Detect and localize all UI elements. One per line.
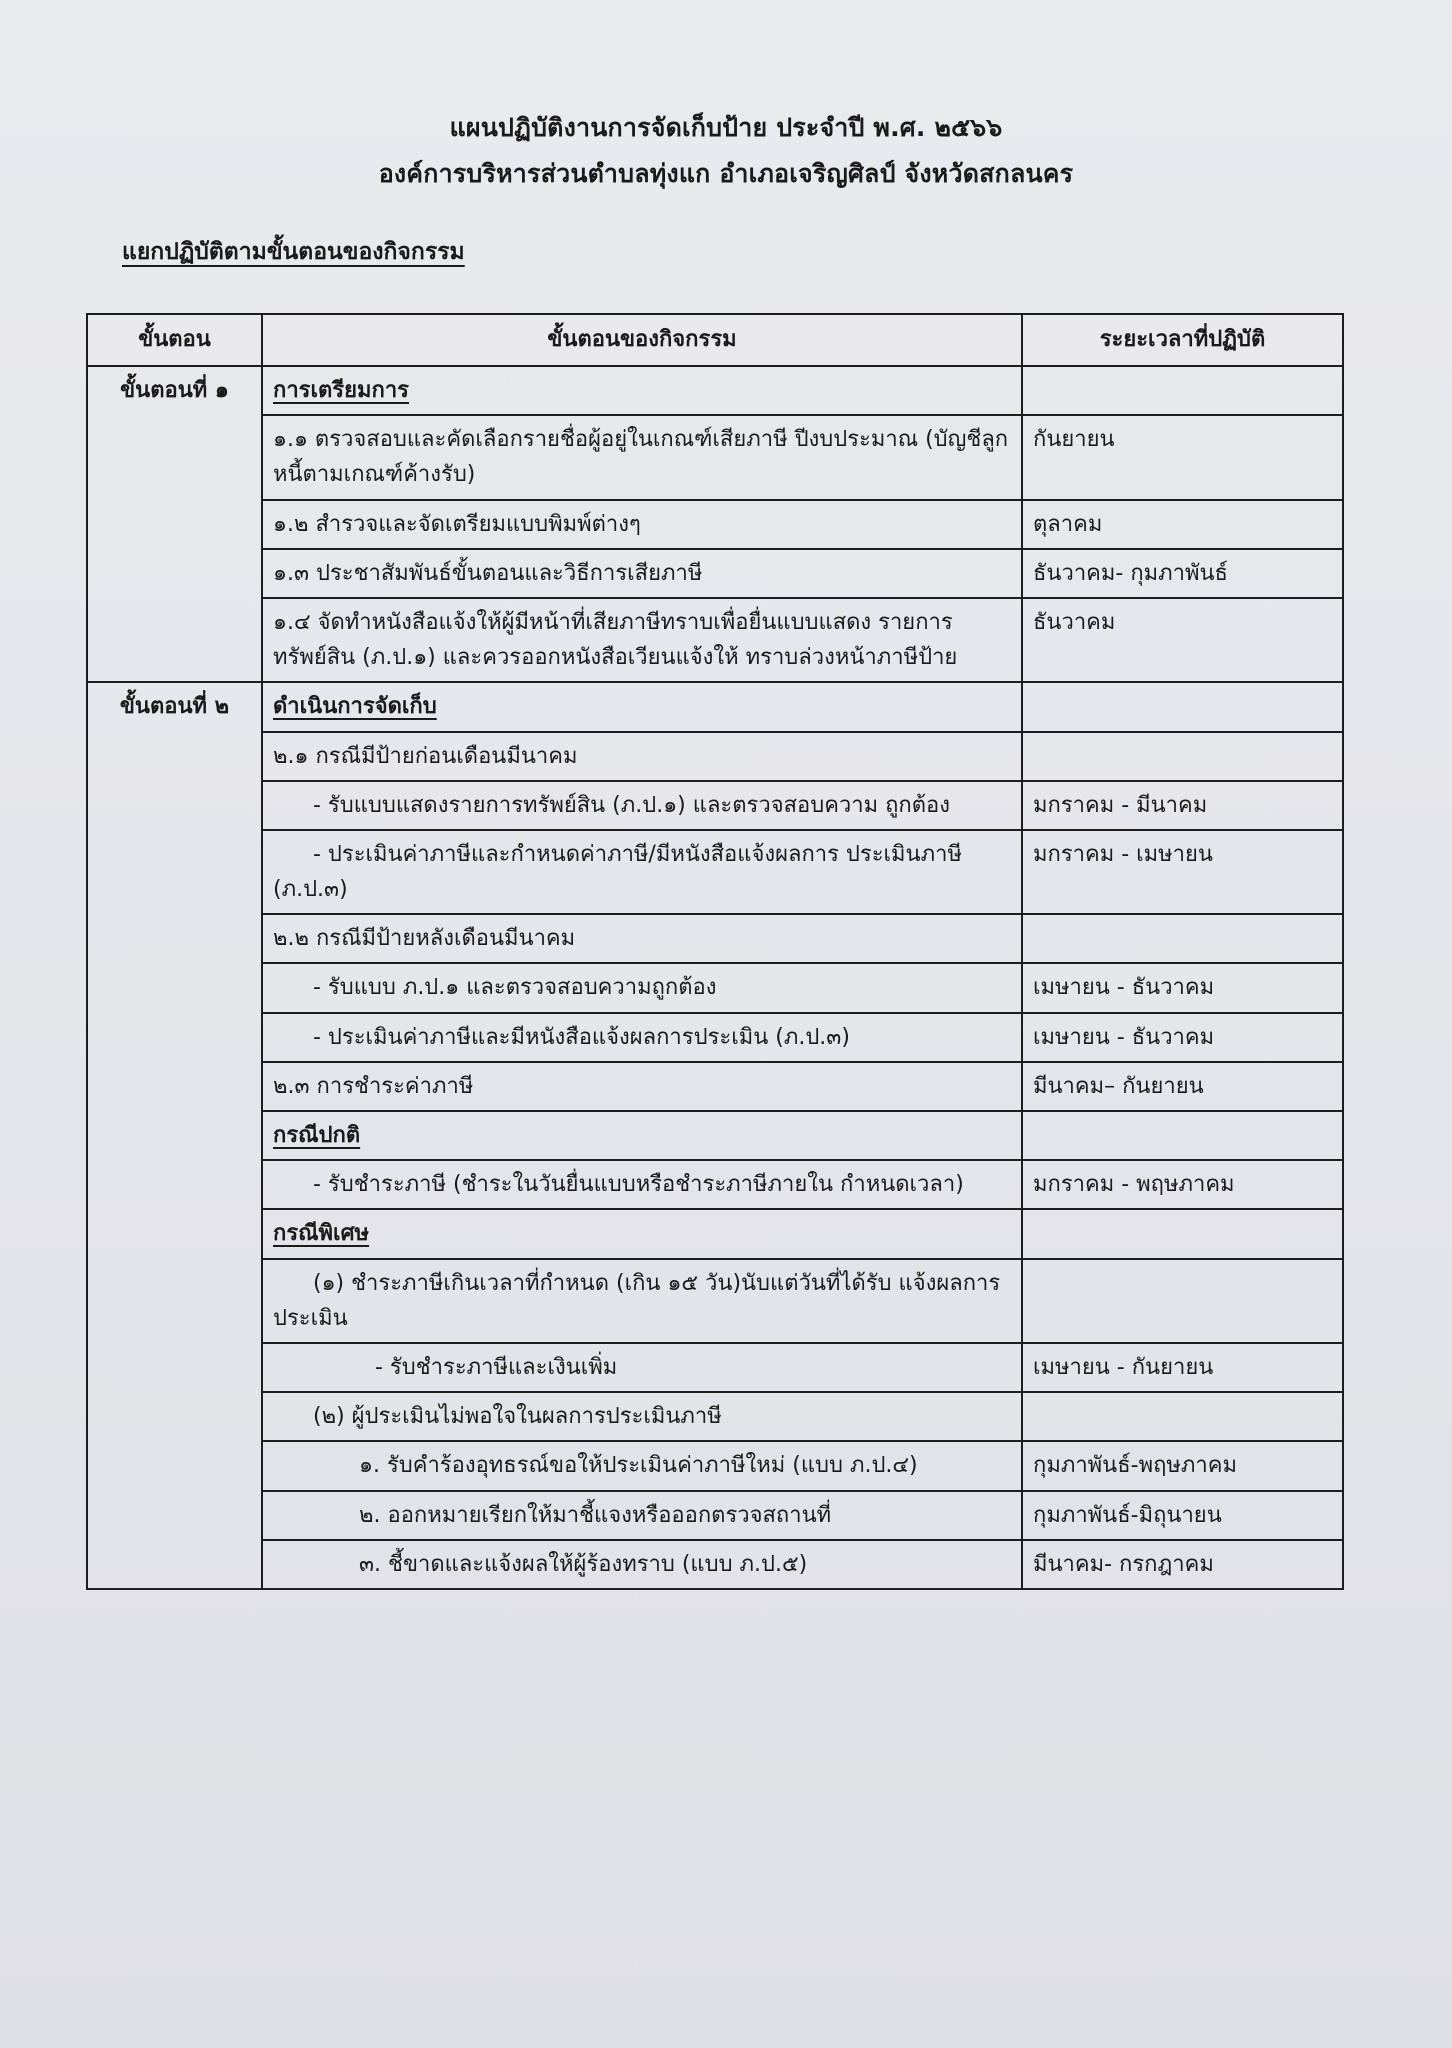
section-heading xyxy=(262,1111,1022,1160)
column-header-activity: ขั้นตอนของกิจกรรม xyxy=(262,314,1022,366)
section-title: การเตรียมการ xyxy=(273,378,409,403)
table-row xyxy=(87,1209,1343,1258)
period-cell xyxy=(1022,682,1343,731)
section-title: กรณีพิเศษ xyxy=(273,1221,370,1247)
activity-cell: - รับชำระภาษี (ชำระในวันยื่นแบบหรือชำระภาษีภายใน กำหนดเวลา) xyxy=(262,1160,1022,1209)
activity-cell: ๑.๒ สำรวจและจัดเตรียมแบบพิมพ์ต่างๆ xyxy=(262,500,1022,549)
section-heading xyxy=(262,366,1022,415)
activity-cell: ๑.๔ จัดทำหนังสือแจ้งให้ผู้มีหน้าที่เสียภาษีทราบเพื่อยื่นแบบแสดง รายการทรัพย์สิน (ภ.ป.๑) และควรออกหนังสือเวียนแจ้งให้ ทราบล่วงหน้าภาษีป้าย xyxy=(262,598,1022,682)
table-row xyxy=(87,1392,1343,1441)
activity-cell: ๓. ชี้ขาดและแจ้งผลให้ผู้ร้องทราบ (แบบ ภ.ป.๕) xyxy=(262,1540,1022,1589)
activity-cell: ๒. ออกหมายเรียกให้มาชี้แจงหรือออกตรวจสถานที่ xyxy=(262,1491,1022,1540)
period-cell xyxy=(1022,1259,1343,1343)
table-row xyxy=(87,415,1343,499)
period-cell xyxy=(1022,1111,1343,1160)
table-row xyxy=(87,1491,1343,1540)
section-heading xyxy=(262,1209,1022,1258)
table-row xyxy=(87,682,1343,731)
section-title: ดำเนินการจัดเก็บ xyxy=(273,694,437,720)
period-cell: ธันวาคม xyxy=(1022,598,1343,682)
table-row xyxy=(87,1343,1343,1392)
period-cell: มกราคม - มีนาคม xyxy=(1022,781,1343,830)
activity-cell: ๑.๑ ตรวจสอบและคัดเลือกรายชื่อผู้อยู่ในเกณฑ์เสียภาษี ปีงบประมาณ (บัญชีลูกหนี้ตามเกณฑ์ค้างรับ) xyxy=(262,415,1022,499)
table-row xyxy=(87,732,1343,781)
period-cell: มีนาคม– กันยายน xyxy=(1022,1062,1343,1111)
table-row xyxy=(87,830,1343,914)
period-cell: เมษายน - ธันวาคม xyxy=(1022,963,1343,1012)
period-cell: ธันวาคม- กุมภาพันธ์ xyxy=(1022,549,1343,598)
period-cell: ตุลาคม xyxy=(1022,500,1343,549)
period-cell: กันยายน xyxy=(1022,415,1343,499)
activity-plan-table xyxy=(86,313,1344,1590)
table-row xyxy=(87,1111,1343,1160)
period-cell: เมษายน - ธันวาคม xyxy=(1022,1013,1343,1062)
table-row xyxy=(87,781,1343,830)
activity-cell: - ประเมินค่าภาษีและกำหนดค่าภาษี/มีหนังสือแจ้งผลการ ประเมินภาษี (ภ.ป.๓) xyxy=(262,830,1022,914)
section-subheading: แยกปฏิบัติตามขั้นตอนของกิจกรรม xyxy=(122,239,465,265)
table-header-row xyxy=(87,314,1343,366)
activity-cell: - รับแบบ ภ.ป.๑ และตรวจสอบความถูกต้อง xyxy=(262,963,1022,1012)
activity-cell: - รับชำระภาษีและเงินเพิ่ม xyxy=(262,1343,1022,1392)
section-title: กรณีปกติ xyxy=(273,1123,361,1148)
table-row xyxy=(87,549,1343,598)
activity-cell: ๒.๓ การชำระค่าภาษี xyxy=(262,1062,1022,1111)
period-cell xyxy=(1022,914,1343,963)
activity-cell: - ประเมินค่าภาษีและมีหนังสือแจ้งผลการประเมิน (ภ.ป.๓) xyxy=(262,1013,1022,1062)
period-cell: มกราคม - เมษายน xyxy=(1022,830,1343,914)
period-cell: เมษายน - กันยายน xyxy=(1022,1343,1343,1392)
table-row xyxy=(87,500,1343,549)
column-header-step: ขั้นตอน xyxy=(87,314,262,366)
column-header-period: ระยะเวลาที่ปฏิบัติ xyxy=(1022,314,1343,366)
activity-cell: ๑. รับคำร้องอุทธรณ์ขอให้ประเมินค่าภาษีใหม่ (แบบ ภ.ป.๔) xyxy=(262,1441,1022,1490)
activity-cell: (๒) ผู้ประเมินไม่พอใจในผลการประเมินภาษี xyxy=(262,1392,1022,1441)
table-row xyxy=(87,1062,1343,1111)
period-cell: กุมภาพันธ์-มิถุนายน xyxy=(1022,1491,1343,1540)
period-cell: กุมภาพันธ์-พฤษภาคม xyxy=(1022,1441,1343,1490)
document-title: แผนปฏิบัติงานการจัดเก็บป้าย ประจำปี พ.ศ. ๒๕๖๖ xyxy=(449,113,1003,142)
period-cell: มีนาคม- กรกฎาคม xyxy=(1022,1540,1343,1589)
table-row xyxy=(87,1013,1343,1062)
period-cell xyxy=(1022,1209,1343,1258)
period-cell xyxy=(1022,732,1343,781)
table-row xyxy=(87,963,1343,1012)
table-row xyxy=(87,598,1343,682)
table-row xyxy=(87,1259,1343,1343)
activity-cell: (๑) ชำระภาษีเกินเวลาที่กำหนด (เกิน ๑๕ วัน)นับแต่วันที่ได้รับ แจ้งผลการประเมิน xyxy=(262,1259,1022,1343)
step-1-label: ขั้นตอนที่ ๑ xyxy=(87,366,262,682)
organization-title: องค์การบริหารส่วนตำบลทุ่งแก อำเภอเจริญศิลป์ จังหวัดสกลนคร xyxy=(378,159,1074,188)
period-cell xyxy=(1022,1392,1343,1441)
table-row xyxy=(87,1160,1343,1209)
step-2-label: ขั้นตอนที่ ๒ xyxy=(87,682,262,1589)
period-cell: มกราคม - พฤษภาคม xyxy=(1022,1160,1343,1209)
activity-cell: ๒.๑ กรณีมีป้ายก่อนเดือนมีนาคม xyxy=(262,732,1022,781)
period-cell xyxy=(1022,366,1343,415)
section-heading xyxy=(262,682,1022,731)
activity-cell: ๑.๓ ประชาสัมพันธ์ขั้นตอนและวิธีการเสียภาษี xyxy=(262,549,1022,598)
activity-cell: ๒.๒ กรณีมีป้ายหลังเดือนมีนาคม xyxy=(262,914,1022,963)
table-row xyxy=(87,1441,1343,1490)
table-row xyxy=(87,1540,1343,1589)
table-row xyxy=(87,366,1343,415)
table-row xyxy=(87,914,1343,963)
activity-cell: - รับแบบแสดงรายการทรัพย์สิน (ภ.ป.๑) และตรวจสอบความ ถูกต้อง xyxy=(262,781,1022,830)
